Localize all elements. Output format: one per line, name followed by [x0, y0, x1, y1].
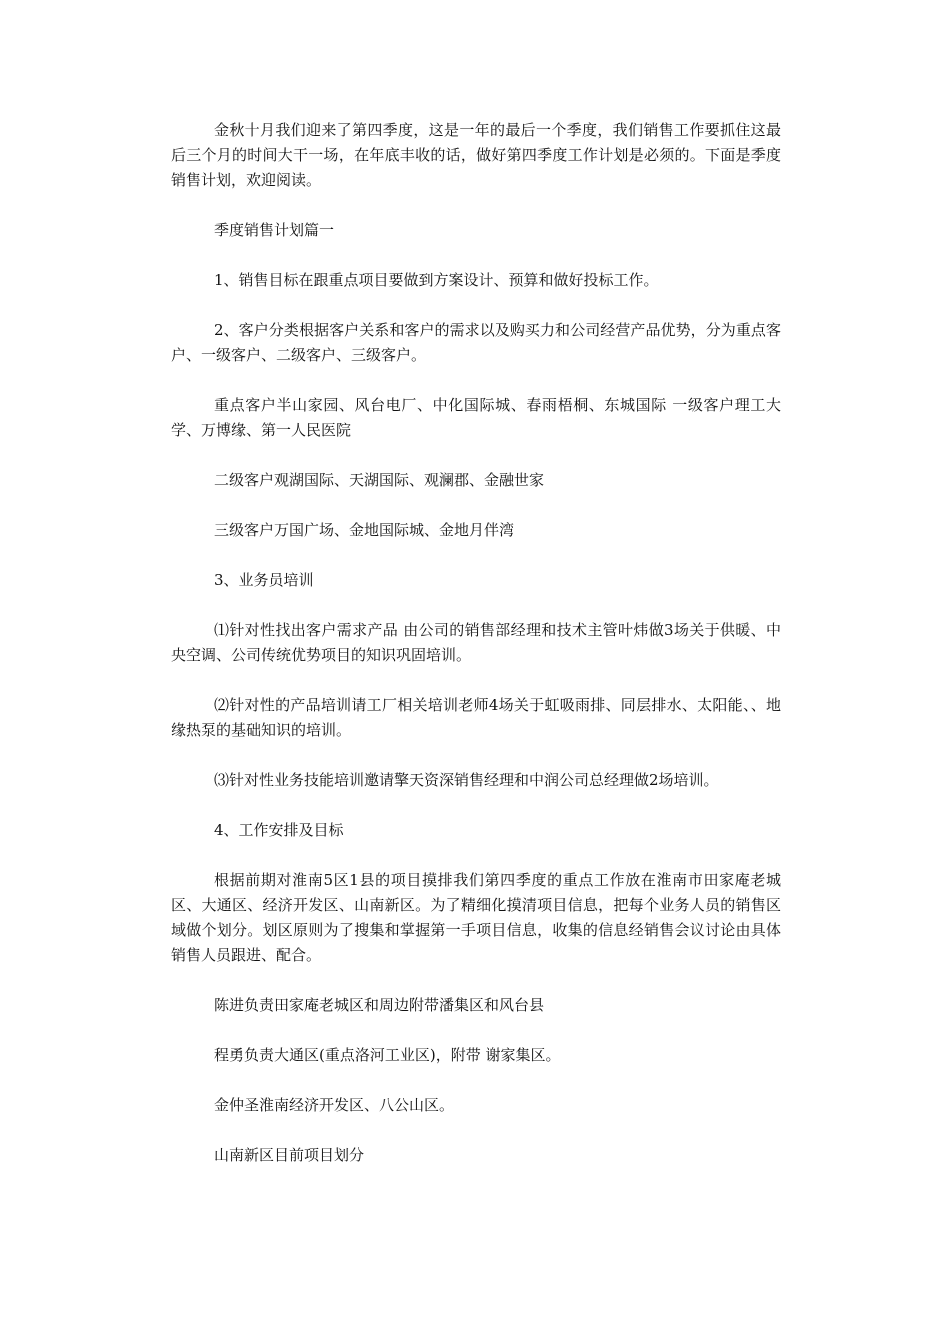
- item-sales-target: 1、销售目标在跟重点项目要做到方案设计、预算和做好投标工作。: [214, 271, 659, 289]
- training-point-2: ⑵针对性的产品培训请工厂相关培训老师4场关于虹吸雨排、同层排水、太阳能、、地缘热泵的基础知识的培训。: [171, 696, 781, 739]
- shannan-district-paragraph: 山南新区目前项目划分: [214, 1146, 365, 1164]
- item-work-arrangement: 4、工作安排及目标: [214, 821, 344, 839]
- key-customers-paragraph: 重点客户半山家园、风台电厂、中化国际城、春雨梧桐、东城国际 一级客户理工大学、万博缘、第一人民医院: [171, 396, 781, 439]
- document-body: [171, 118, 781, 1193]
- intro-paragraph: 金秋十月我们迎来了第四季度，这是一年的最后一个季度，我们销售工作要抓住这最后三个月的时间大干一场，在年底丰收的话，做好第四季度工作计划是必须的。下面是季度销售计划，欢迎阅读。: [171, 121, 781, 189]
- assignment-cheng-yong: 程勇负责大通区(重点洛河工业区)，附带 谢家集区。: [214, 1046, 561, 1064]
- assignment-jin-zhongsheng: 金仲圣淮南经济开发区、八公山区。: [214, 1096, 455, 1114]
- work-arrangement-paragraph: 根据前期对淮南5区1县的项目摸排我们第四季度的重点工作放在淮南市田家庵老城区、大通区、经济开发区、山南新区。为了精细化摸清项目信息，把每个业务人员的销售区域做个划分。划区原则为了搜集和掌握第一手项目信息，收集的信息经销售会议讨论由具体销售人员跟进、配合。: [171, 871, 781, 964]
- item-customer-classification: 2、客户分类根据客户关系和客户的需求以及购买力和公司经营产品优势，分为重点客户、一级客户、二级客户、三级客户。: [171, 321, 781, 364]
- training-point-1: ⑴针对性找出客户需求产品 由公司的销售部经理和技术主管叶炜做3场关于供暖、中央空调、公司传统优势项目的知识巩固培训。: [171, 621, 781, 664]
- third-level-customers-paragraph: 三级客户万国广场、金地国际城、金地月伴湾: [214, 521, 515, 539]
- section-heading: 季度销售计划篇一: [214, 221, 335, 239]
- training-point-3: ⑶针对性业务技能培训邀请擎天资深销售经理和中润公司总经理做2场培训。: [214, 771, 719, 789]
- assignment-chen-jin: 陈进负责田家庵老城区和周边附带潘集区和风台县: [214, 996, 545, 1014]
- item-sales-training: 3、业务员培训: [214, 571, 314, 589]
- second-level-customers-paragraph: 二级客户观湖国际、天湖国际、观澜郡、金融世家: [214, 471, 545, 489]
